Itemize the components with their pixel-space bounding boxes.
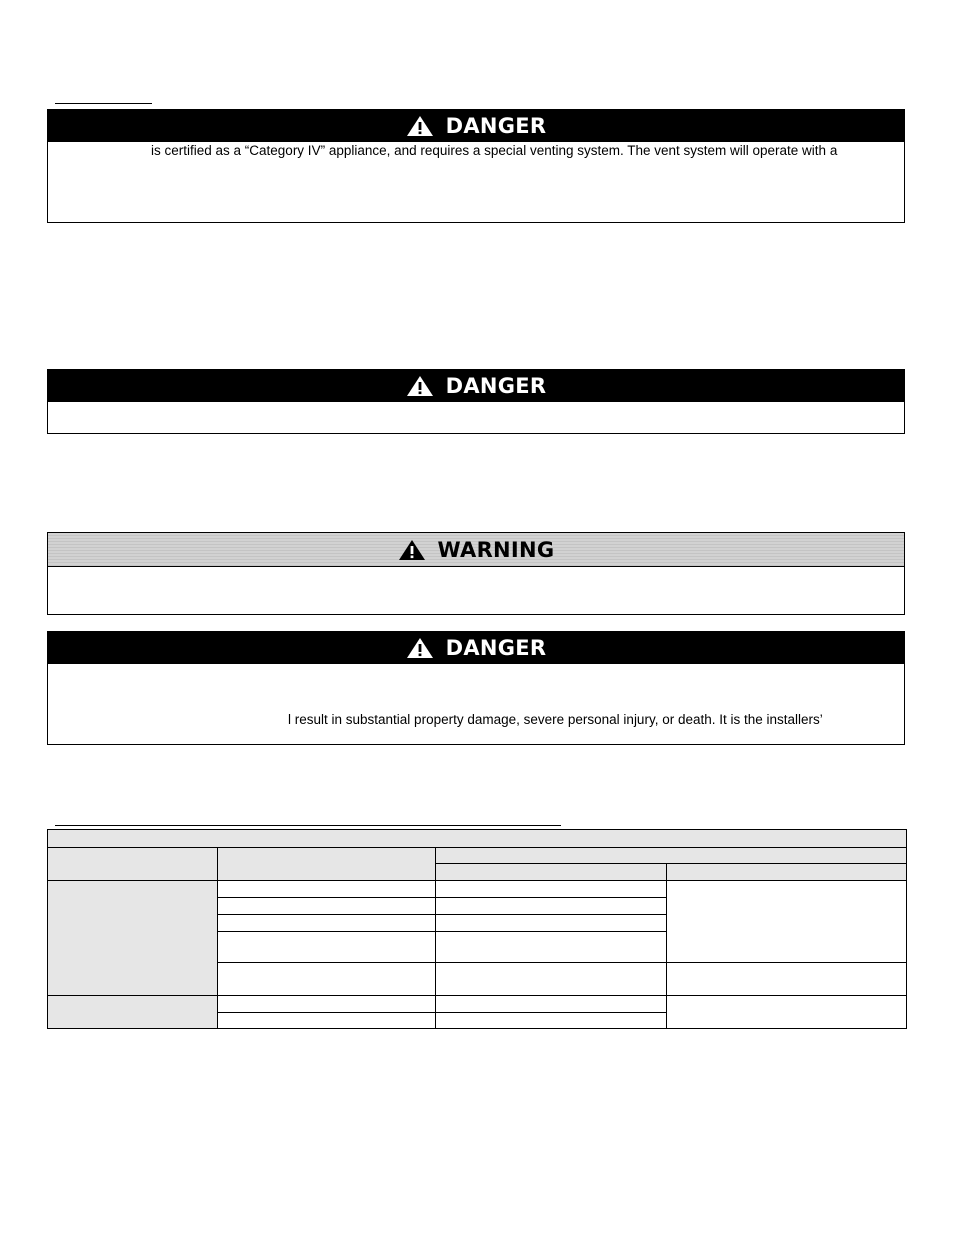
danger-text-3: l result in substantial property damage, severe personal injury, or death. It is the installers’ <box>288 712 823 727</box>
warning-box-1 <box>47 532 905 615</box>
table-header-cell <box>436 848 907 864</box>
table-cell <box>436 932 667 963</box>
table-cell <box>436 1013 667 1029</box>
table-cell <box>218 898 436 915</box>
warning-triangle-icon <box>406 637 434 659</box>
table-cell <box>436 898 667 915</box>
table-header-cell <box>667 864 907 881</box>
table-cell <box>436 963 667 996</box>
table-header-cell <box>218 848 436 881</box>
table-title-row <box>48 830 907 848</box>
danger-box-3 <box>47 631 905 745</box>
table-header-cell <box>436 864 667 881</box>
danger-title-1: DANGER <box>445 113 547 138</box>
danger-box-1 <box>47 109 905 223</box>
table-cell <box>48 881 218 996</box>
table-cell <box>436 996 667 1013</box>
danger-header-1 <box>48 110 904 142</box>
vent-material-table <box>47 829 907 1029</box>
table-cell <box>436 881 667 898</box>
table-cell <box>218 963 436 996</box>
table-heading-rule <box>55 825 561 826</box>
danger-text-1: is certified as a “Category IV” appliance, and requires a special venting system. The vent system will operate with a <box>151 143 838 158</box>
table-cell <box>218 996 436 1013</box>
warning-triangle-icon <box>398 539 426 561</box>
warning-triangle-icon <box>406 115 434 137</box>
table-cell <box>667 963 907 996</box>
warning-header-1 <box>48 533 904 567</box>
table-cell <box>218 915 436 932</box>
warning-triangle-icon <box>406 375 434 397</box>
danger-box-2 <box>47 369 905 434</box>
table-cell <box>667 881 907 963</box>
table-cell <box>218 932 436 963</box>
danger-title-3: DANGER <box>445 635 547 660</box>
warning-title-1: WARNING <box>437 537 555 562</box>
section-heading-rule <box>55 103 152 104</box>
table-cell <box>667 996 907 1029</box>
table-cell <box>218 1013 436 1029</box>
danger-header-2 <box>48 370 904 402</box>
table-header-cell <box>48 848 218 881</box>
danger-header-3 <box>48 632 904 664</box>
table-row <box>48 996 907 1013</box>
table-cell <box>48 996 218 1029</box>
table-cell <box>436 915 667 932</box>
table-cell <box>218 881 436 898</box>
danger-title-2: DANGER <box>445 373 547 398</box>
table-row <box>48 881 907 898</box>
